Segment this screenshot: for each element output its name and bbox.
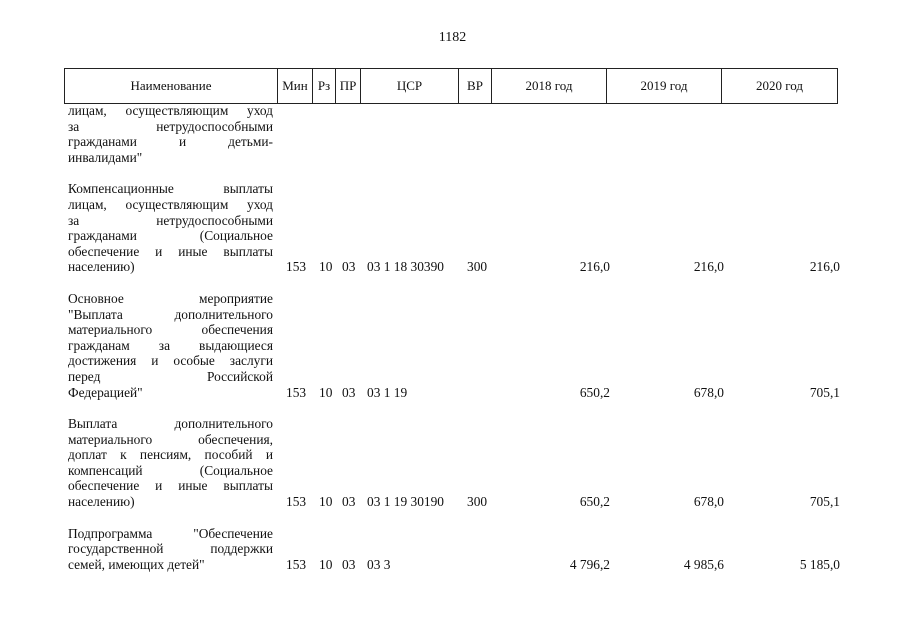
row-pr: 03 xyxy=(342,384,356,400)
row-rz: 10 xyxy=(319,384,333,400)
page-number: 1182 xyxy=(438,30,467,45)
row-name-line: гражданами (Социальное xyxy=(68,228,273,244)
row-2018: 216,0 xyxy=(579,259,610,275)
row-name-line: обеспечение и иные выплаты xyxy=(68,243,273,259)
row-2020: 705,1 xyxy=(809,384,840,400)
header-rz: Рз xyxy=(313,69,336,104)
row-rz: 10 xyxy=(319,556,333,572)
row-csr: 03 1 19 30190 xyxy=(367,494,444,510)
row-values xyxy=(64,384,844,400)
row-pr: 03 xyxy=(342,494,356,510)
header-2019: 2019 год xyxy=(607,69,722,104)
row-name-line: за нетрудоспособными xyxy=(68,212,273,228)
row-csr: 03 1 18 30390 xyxy=(367,259,444,275)
row-min: 153 xyxy=(286,384,307,400)
row-name-line: Основное мероприятие xyxy=(68,290,273,306)
row-values xyxy=(64,149,844,165)
row-2018: 4 796,2 xyxy=(569,556,610,572)
row-rz: 10 xyxy=(319,494,333,510)
row-2019: 678,0 xyxy=(693,384,724,400)
row-name-line: обеспечение и иные выплаты xyxy=(68,478,273,494)
table-row xyxy=(64,416,844,510)
row-values xyxy=(64,259,844,275)
row-name-line: гражданам за выдающиеся xyxy=(68,337,273,353)
row-name-line: достижения и особые заслуги xyxy=(68,353,273,369)
table-row xyxy=(64,291,844,400)
header-vr: ВР xyxy=(459,69,492,104)
row-name-line: перед Российской xyxy=(68,368,273,384)
row-name-line: лицам, осуществляющим уход xyxy=(68,103,273,118)
row-min: 153 xyxy=(286,556,307,572)
row-pr: 03 xyxy=(342,556,356,572)
table-row xyxy=(64,181,844,275)
row-min: 153 xyxy=(286,494,307,510)
row-name-line: компенсаций (Социальное xyxy=(68,462,273,478)
row-name-line: доплат к пенсиям, пособий и xyxy=(68,447,273,463)
row-name-line: Выплата дополнительного xyxy=(68,416,273,432)
row-name-line: Подпрограмма "Обеспечение xyxy=(68,525,273,541)
table-row xyxy=(64,526,844,573)
row-2018: 650,2 xyxy=(579,494,610,510)
row-2020: 705,1 xyxy=(809,494,840,510)
row-2019: 678,0 xyxy=(693,494,724,510)
header-csr: ЦСР xyxy=(361,69,459,104)
row-name-line: Компенсационные выплаты xyxy=(68,181,273,197)
header-min: Мин xyxy=(278,69,313,104)
row-name-line: лицам, осуществляющим уход xyxy=(68,196,273,212)
row-name-line: населению) xyxy=(68,494,135,510)
row-name-line: государственной поддержки xyxy=(68,541,273,557)
row-2020: 216,0 xyxy=(809,259,840,275)
row-name-line: материального обеспечения, xyxy=(68,431,273,447)
row-min: 153 xyxy=(286,259,307,275)
row-pr: 03 xyxy=(342,259,356,275)
table-header xyxy=(64,68,838,104)
row-csr: 03 1 19 xyxy=(367,384,408,400)
header-2018: 2018 год xyxy=(492,69,607,104)
row-name-line: инвалидами" xyxy=(68,149,143,165)
row-2019: 216,0 xyxy=(693,259,724,275)
header-name: Наименование xyxy=(65,69,278,104)
row-name-line: семей, имеющих детей" xyxy=(68,556,205,572)
row-vr: 300 xyxy=(467,259,488,275)
row-values xyxy=(64,556,844,572)
row-name-line: населению) xyxy=(68,259,135,275)
row-2018: 650,2 xyxy=(579,384,610,400)
row-values xyxy=(64,494,844,510)
row-name-line: Федерацией" xyxy=(68,384,143,400)
header-pr: ПР xyxy=(336,69,361,104)
table-row xyxy=(64,103,844,165)
row-vr: 300 xyxy=(467,494,488,510)
row-2019: 4 985,6 xyxy=(683,556,724,572)
table-body xyxy=(64,103,844,572)
row-name-line: за нетрудоспособными xyxy=(68,118,273,134)
row-name-line: "Выплата дополнительного xyxy=(68,306,273,322)
row-name-line: гражданами и детьми- xyxy=(68,134,273,150)
header-2020: 2020 год xyxy=(722,69,838,104)
row-rz: 10 xyxy=(319,259,333,275)
row-name-line: материального обеспечения xyxy=(68,322,273,338)
row-csr: 03 3 xyxy=(367,556,391,572)
row-2020: 5 185,0 xyxy=(799,556,840,572)
